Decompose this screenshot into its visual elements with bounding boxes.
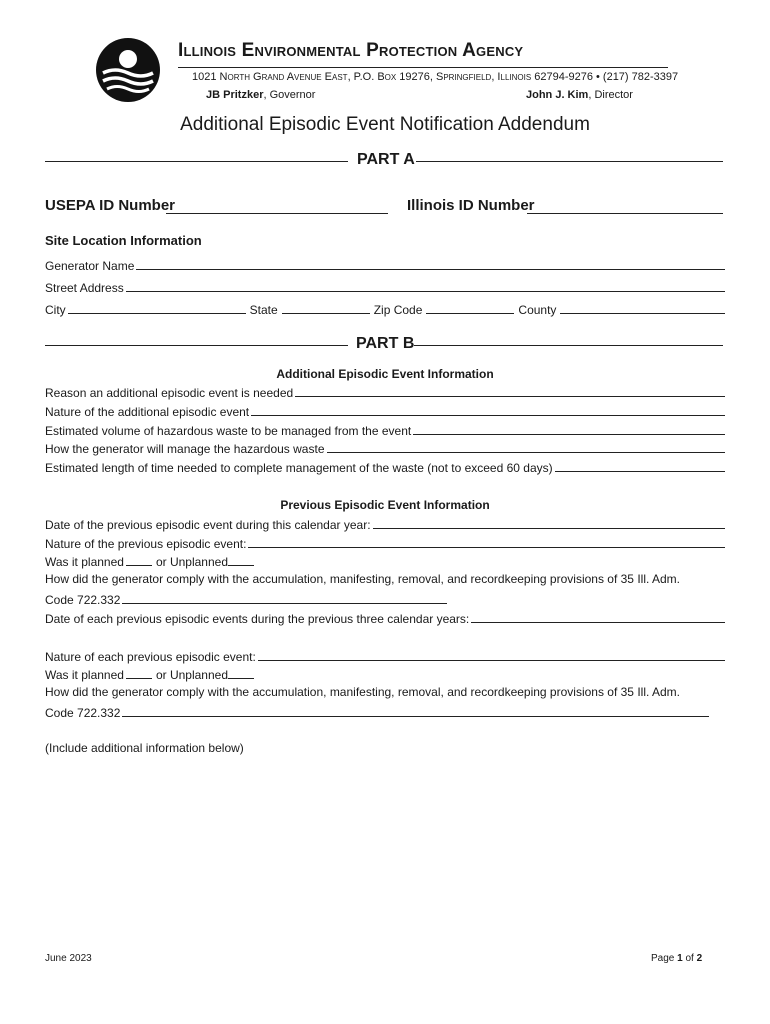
footer-date: June 2023: [45, 953, 92, 964]
manage-label: How the generator will manage the hazardous waste: [45, 442, 325, 456]
part-b-rule-left: [45, 345, 348, 346]
each-date-label: Date of each previous episodic events during the previous three calendar years:: [45, 612, 470, 626]
page-total: 2: [696, 953, 703, 964]
previous-event-heading: Previous Episodic Event Information: [280, 498, 490, 512]
generator-name-row: [45, 257, 725, 273]
usepa-id-field[interactable]: [166, 197, 388, 214]
city-label: City: [45, 303, 66, 317]
length-label: Estimated length of time needed to complete management of the waste (not to exceed 60 days): [45, 461, 553, 475]
code-label: Code 722.332: [45, 593, 121, 607]
unplanned-field[interactable]: [228, 565, 254, 566]
volume-row: [45, 422, 725, 438]
governor-name: JB Pritzker: [206, 89, 264, 101]
county-field[interactable]: [560, 313, 725, 314]
prev-nature-field[interactable]: [248, 547, 725, 548]
city-state-zip-row: [45, 301, 725, 317]
unplanned-field-2[interactable]: [228, 678, 254, 679]
zip-code-label: Zip Code: [373, 303, 423, 317]
zip-code-field[interactable]: [426, 313, 514, 314]
volume-label: Estimated volume of hazardous waste to be managed from the event: [45, 424, 412, 438]
unplanned-label: or Unplanned: [155, 555, 228, 569]
iepa-logo-icon: [95, 37, 161, 103]
director-title: , Director: [588, 89, 633, 101]
manage-row: [45, 440, 725, 456]
length-field[interactable]: [555, 471, 725, 472]
city-field[interactable]: [68, 313, 246, 314]
comply-text: How did the generator comply with the accumulation, manifesting, removal, and recordkeeping provisions of 35 Ill. Adm.: [45, 572, 680, 586]
additional-event-heading: Additional Episodic Event Information: [276, 367, 494, 381]
usepa-id-label: USEPA ID Number: [45, 197, 176, 214]
include-note: (Include additional information below): [45, 741, 244, 755]
state-field[interactable]: [282, 313, 370, 314]
street-address-row: [45, 279, 725, 295]
state-label: State: [249, 303, 278, 317]
prev-nature-label: Nature of the previous episodic event:: [45, 537, 247, 551]
nature-row: [45, 403, 725, 419]
part-a-label: PART A: [357, 151, 415, 168]
agency-name: Illinois Environmental Protection Agency: [178, 40, 524, 61]
prev-date-row: [45, 516, 725, 532]
each-date-field[interactable]: [471, 622, 725, 623]
nature-label: Nature of the additional episodic event: [45, 405, 250, 419]
document-title: Additional Episodic Event Notification Addendum: [180, 114, 590, 135]
generator-name-field[interactable]: [136, 269, 725, 270]
part-a-rule-right: [416, 161, 723, 162]
prev-date-label: Date of the previous episodic event during this calendar year:: [45, 518, 371, 532]
page-number: [651, 953, 702, 964]
each-nature-row: [45, 648, 725, 664]
code-row: [45, 591, 447, 607]
each-nature-field[interactable]: [258, 660, 725, 661]
governor-title: , Governor: [263, 89, 316, 101]
planned-field[interactable]: [126, 565, 152, 566]
unplanned-label-2: or Unplanned: [155, 668, 228, 682]
governor: [206, 89, 315, 101]
nature-field[interactable]: [251, 415, 725, 416]
page-current: 1: [677, 953, 683, 964]
county-label: County: [518, 303, 557, 317]
street-address-field[interactable]: [126, 291, 725, 292]
part-b-label: PART B: [356, 335, 415, 352]
planned-label: Was it planned: [45, 555, 124, 569]
part-a-rule-left: [45, 161, 348, 162]
reason-row: [45, 384, 725, 400]
header-rule: [178, 67, 668, 68]
manage-field[interactable]: [327, 452, 726, 453]
director: [526, 89, 633, 101]
street-address-label: Street Address: [45, 281, 124, 295]
planned-label-2: Was it planned: [45, 668, 124, 682]
prev-date-field[interactable]: [373, 528, 725, 529]
volume-field[interactable]: [413, 434, 725, 435]
planned-field-2[interactable]: [126, 678, 152, 679]
code-field-2[interactable]: [122, 716, 709, 717]
length-row: [45, 459, 725, 475]
page-prefix: Page: [651, 953, 678, 964]
comply-text-2: How did the generator comply with the accumulation, manifesting, removal, and recordkeeping provisions of 35 Ill. Adm.: [45, 685, 680, 699]
each-nature-label: Nature of each previous episodic event:: [45, 650, 256, 664]
illinois-id-field[interactable]: [527, 197, 723, 214]
planned-row-2: [45, 666, 254, 682]
prev-nature-row: [45, 535, 725, 551]
reason-label: Reason an additional episodic event is needed: [45, 386, 294, 400]
agency-address: 1021 North Grand Avenue East, P.O. Box 19276, Springfield, Illinois 62794-9276 • (217) 782-3397: [192, 71, 679, 83]
code-row-2: [45, 704, 709, 720]
page-of: of: [682, 953, 697, 964]
code-field[interactable]: [122, 603, 447, 604]
illinois-id-label: Illinois ID Number: [407, 197, 535, 214]
part-b-rule-right: [414, 345, 723, 346]
each-date-row: [45, 610, 725, 626]
director-name: John J. Kim: [526, 89, 589, 101]
code-label-2: Code 722.332: [45, 706, 121, 720]
generator-name-label: Generator Name: [45, 259, 135, 273]
site-location-heading: Site Location Information: [45, 233, 202, 248]
reason-field[interactable]: [295, 396, 725, 397]
planned-row: [45, 553, 254, 569]
